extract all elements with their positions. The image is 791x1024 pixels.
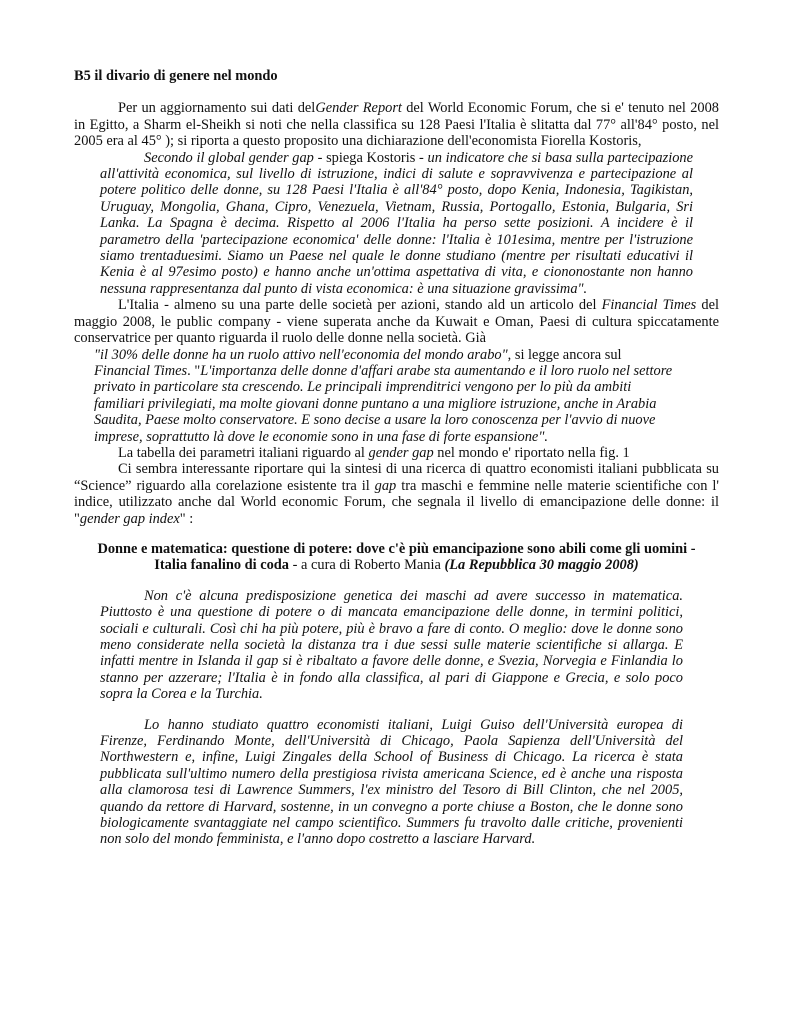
science-text-em1: gap: [374, 477, 397, 494]
article-author: - a cura di Roberto Mania: [289, 557, 445, 574]
article-title: Donne e matematica: questione di potere: dove c'è più emancipazione sono abili come gli uomini -: [97, 540, 696, 557]
table-ref-em: gender gap: [368, 444, 434, 461]
ft-text-post: del maggio 2008, le public company - viene superata anche da Kuwait e Oman, Paesi di cultura spiccatamente conservatrice per quanto riguarda il ruolo delle donne nella società. Già: [74, 297, 719, 347]
financial-times-paragraph: [74, 297, 719, 346]
spacer: [74, 703, 719, 717]
intro-text-post: del World Economic Forum, che si e' tenuto nel 2008 in Egitto, a Sharm el-Sheikh si noti che nella classifica su 128 Paesi l'Italia è slitatta dal 77° all'84° posto, nel 2005 era al 45° ); si riporta a questo proposito una dichiarazione dell'economista Fiorella Kostoris,: [74, 100, 719, 150]
spacer: [74, 574, 719, 588]
ft-quote-1: "il 30% delle donne ha un ruolo attivo nell'economia del mondo arabo": [94, 346, 508, 363]
ft-quote-2: L'importanza delle donne d'affari arabe sta aumentando e il loro ruolo nel settore privato in particolare sta crescendo. Le principali imprenditrici vengono per lo più da ambiti familiari privilegiati, ma molte giovani donne puntano a una migliore istruzione, anche in Arabia Saudita, Paese molto conservatore. E sono decise a usare la loro conoscenza per l'avvio di nuove imprese, soprattutto là dove le economie sono in una fase di forte espansione".: [94, 362, 673, 445]
intro-paragraph: [74, 100, 719, 149]
article-paragraph-1: [100, 588, 683, 703]
kostoris-quote: [100, 150, 693, 298]
ft-quote: [94, 347, 679, 445]
article-source: (La Repubblica 30 maggio 2008): [444, 557, 639, 574]
intro-text-em: Gender Report: [315, 100, 402, 117]
article-subtitle-bold: Italia fanalino di coda: [154, 557, 290, 574]
ft-quote-source: Financial Times: [94, 362, 188, 379]
ft-text-pre: L'Italia - almeno su una parte delle società per azioni, stando ald un articolo del: [118, 297, 602, 314]
intro-text-pre: Per un aggiornamento sui dati del: [118, 100, 316, 117]
article-subtitle: [74, 557, 719, 573]
quote-body: un indicatore che si basa sulla partecipazione all'attività economica, sul livello di istruzione, indici di salute e sopravvivenza e partecipazione al potere politico delle donne, su 128 Paesi l'Italia è all'84° posto, dopo Kenia, Indonesia, Tagikistan, Uruguay, Mongolia, Ghana, Cipro, Venezuela, Vietnam, Russia, Portogallo, Estonia, Bulgaria, Sri Lanka. La Spagna è decima. Rispetto al 2006 l'Italia ha perso sette posizioni. A incidere è il parametro della 'partecipazione economica' delle donne: l'Italia è 101esima, mentre per l'istruzione siamo trentaduesimi. Siamo un Paese nel quale le donne studiano (mentre per risultati educativi il Kenia è al 97esimo posto) e hanno anche un'ottima aspettativa di vita, e ciononostante non hanno nessuna rappresentanza dal punto di vista economica: è una situazione gravissima".: [100, 149, 693, 297]
article-paragraph-2-text: Lo hanno studiato quattro economisti italiani, Luigi Guiso dell'Università europea di Firenze, Ferdinando Monte, dell'Università di Chicago, Paola Sapienza dell'Università del Northwestern e, infine, Luigi Zingales della School of Business di Chicago. La ricerca è stata pubblicata sull'ultimo numero della prestigiosa rivista americana Science, ed è anche una risposta alla clamorosa tesi di Lawrence Summers, l'ex ministro del Tesoro di Bill Clinton, che nel 2005, quando da rettore di Harvard, sostenne, in un convegno a porte chiuse a Boston, che le donne sono biologicamente svantaggiate nel campo scientifico. Summers fu travolto dalle critiche, provenienti non solo del mondo femminista, e l'anno dopo costretto a lasciare Harvard.: [100, 716, 683, 848]
table-reference-paragraph: [74, 445, 719, 461]
article-paragraph-1-text: Non c'è alcuna predisposizione genetica dei maschi ad avere successo in matematica. Piuttosto è una questione di potere o di mancata emancipazione delle donne, in termini politici, sociali e culturali. Così chi ha più potere, più è bravo a fare di conto. O meglio: dove le donne sono meno considerate nella società la distanza tra i due sessi sulle materie scientifiche si allarga. E infatti mentre in Islanda il gap si è ribaltato a favore delle donne, e Svezia, Norvegia e Finlandia lo stanno per azzerare; l'Italia è in fondo alla classifica, al pari di Giappone e Grecia, e solo poco sopra la Corea e la Turchia.: [100, 587, 683, 703]
table-ref-pre: La tabella dei parametri italiani riguardo al: [118, 444, 369, 461]
science-text-em2: gender gap index: [79, 510, 180, 527]
section-heading: B5 il divario di genere nel mondo: [74, 68, 278, 84]
ft-quote-mid: , si legge ancora sul: [507, 346, 622, 363]
ft-text-em: Financial Times: [601, 297, 697, 314]
science-text-pre: Ci sembra interessante riportare qui la sintesi di una ricerca di quattro economisti italiani pubblicata su “Science” riguardo alla corelazione esistente tra il: [74, 461, 719, 494]
quote-attribution: - spiega Kostoris -: [313, 149, 428, 166]
science-text-post: " :: [179, 510, 194, 527]
article-paragraph-2: [100, 717, 683, 848]
science-text-mid: tra maschi e femmine nelle materie scientifiche con l' indice, utilizzato anche dal World economic Forum, che segnala il livello di emancipazione delle donne: il ": [74, 477, 719, 527]
ft-quote-mid2: . ": [187, 362, 201, 379]
table-ref-post: nel mondo e' riportato nella fig. 1: [433, 444, 630, 461]
science-paragraph: [74, 461, 719, 527]
quote-lead: Secondo il global gender gap: [144, 149, 314, 166]
document-page: [74, 68, 719, 848]
